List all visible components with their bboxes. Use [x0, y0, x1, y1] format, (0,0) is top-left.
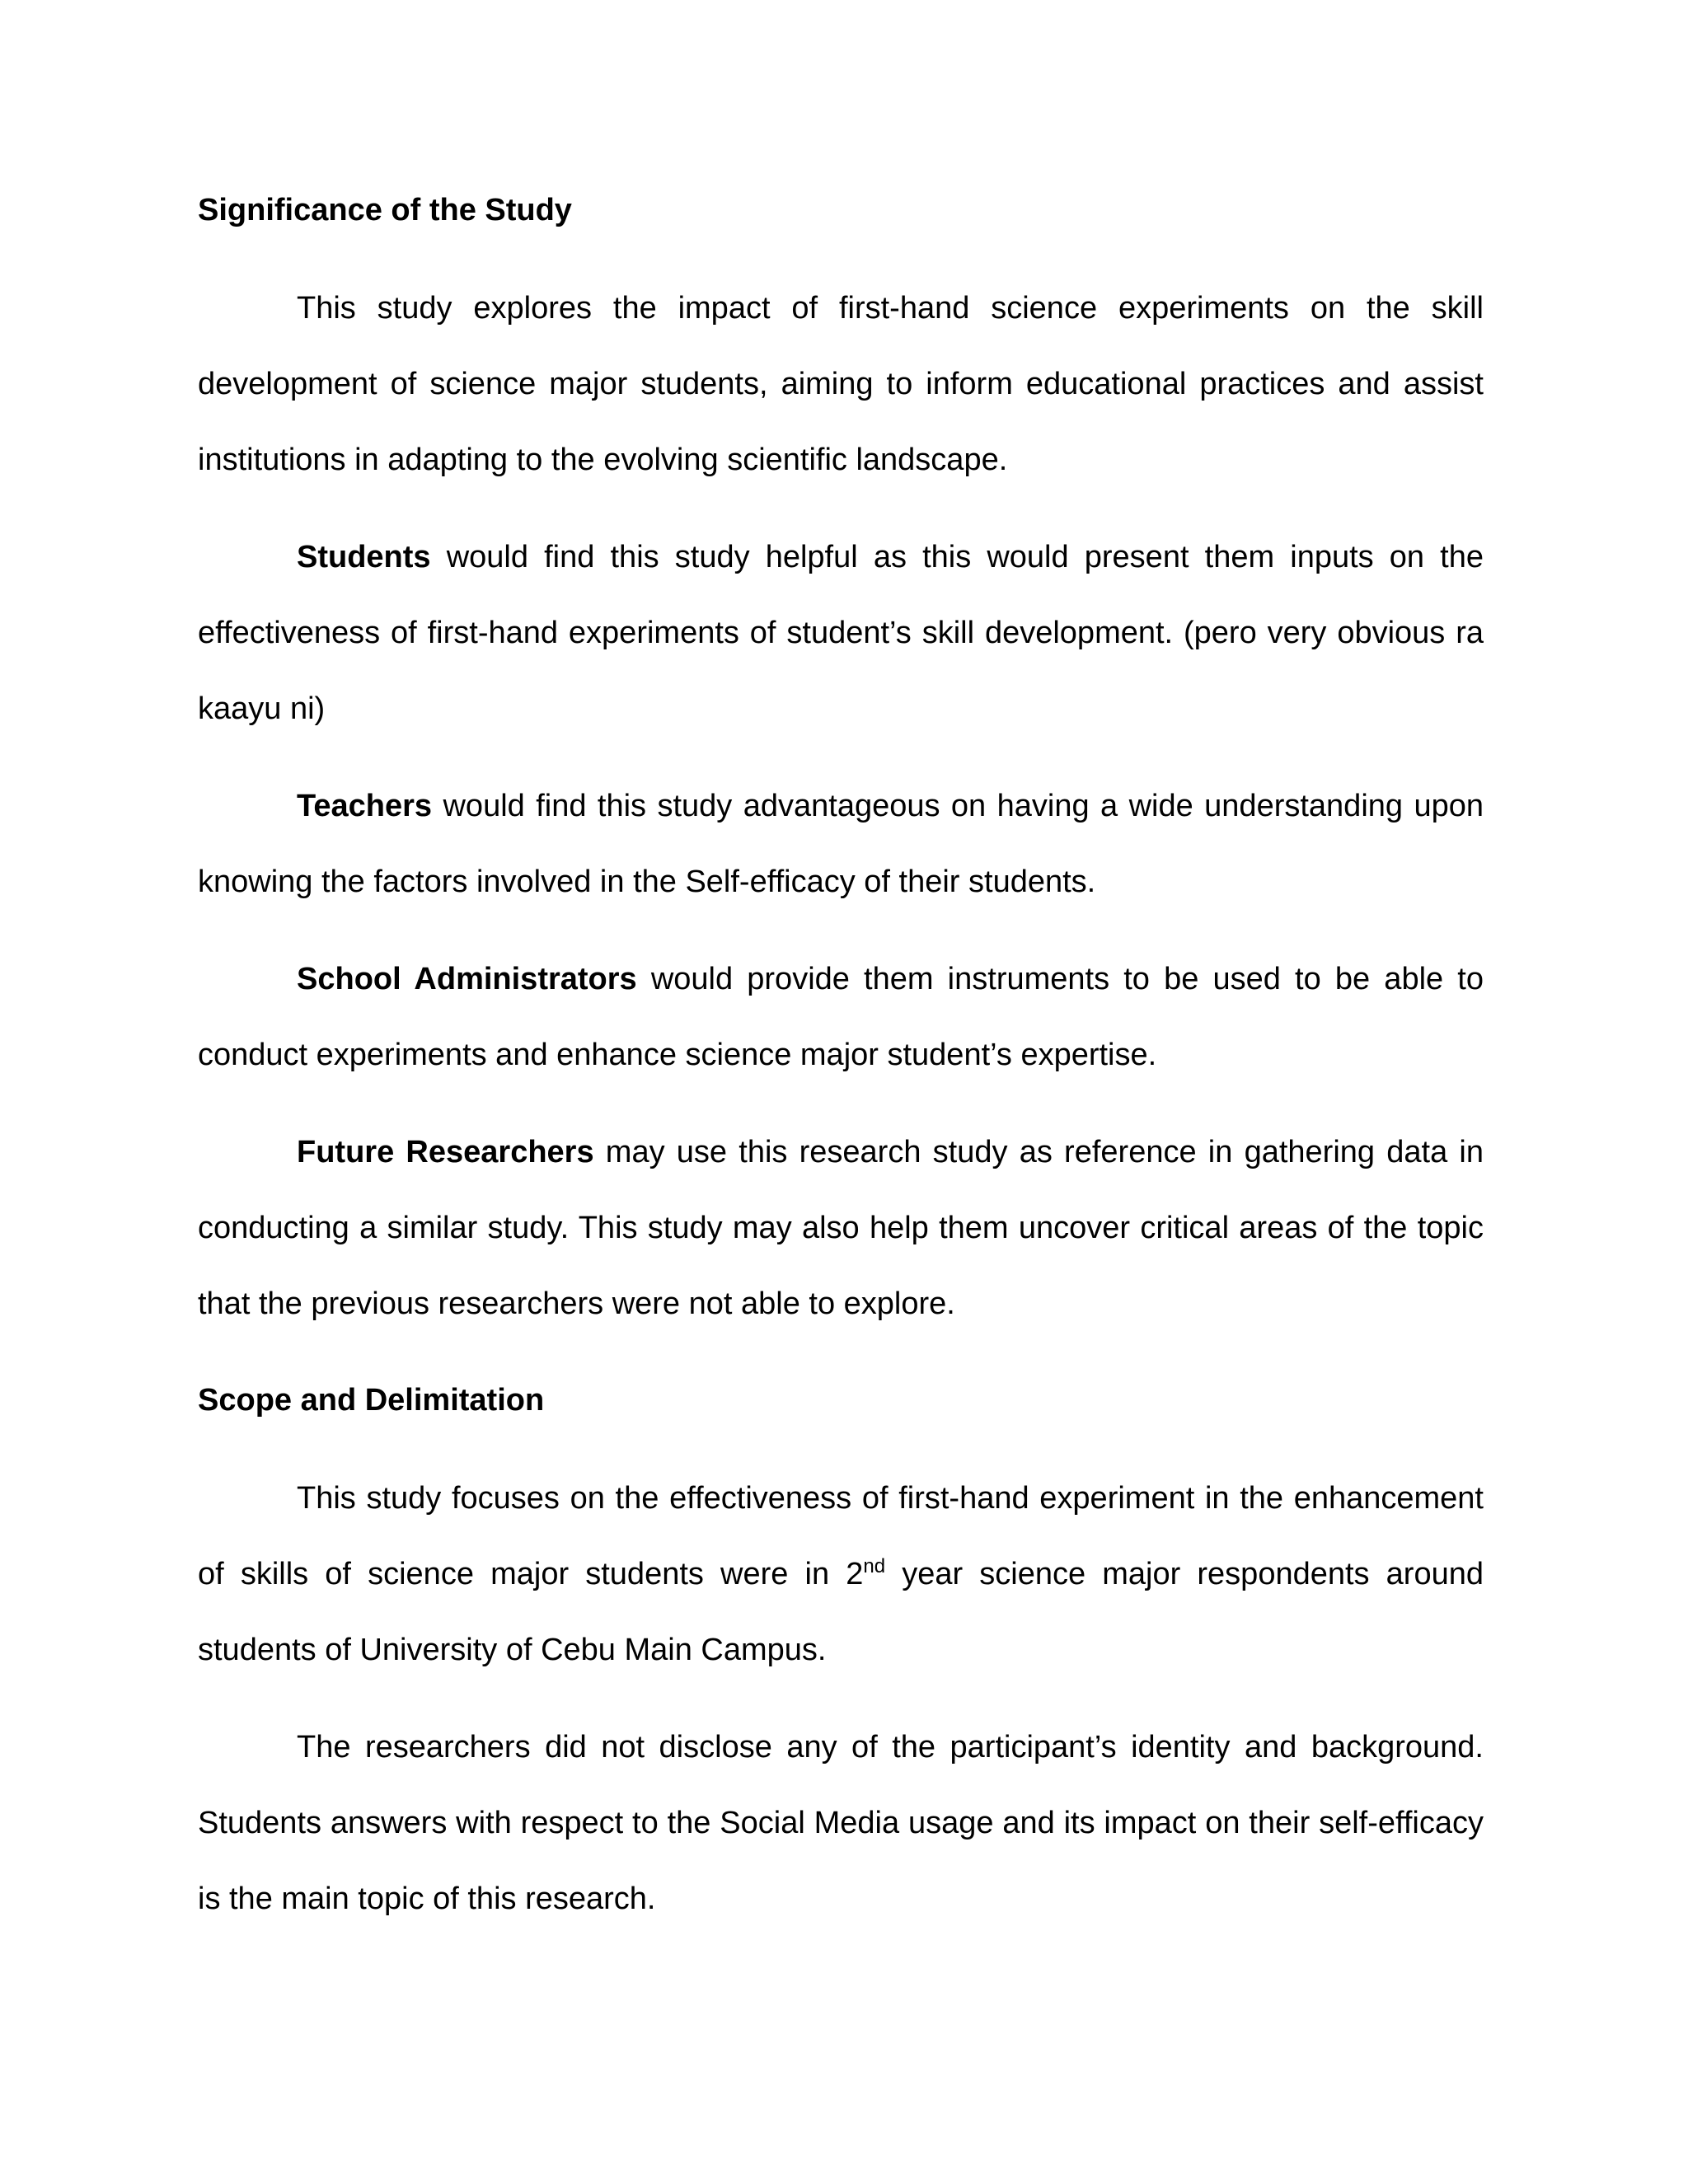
superscript-ordinal: nd: [863, 1555, 886, 1577]
text-scope-focus-end: year science major respondents around students of University of Cebu Main Campus.: [198, 1557, 1484, 1667]
section-heading-significance: Significance of the Study: [198, 193, 572, 227]
text-school-administrators: would provide them instruments to be used to be able to conduct experiments and enhance science major student’s expertise.: [198, 962, 1484, 1072]
paragraph-school-administrators: [198, 941, 1484, 1093]
text-scope-focus-start: This study focuses on the effectiveness of first-hand experiment in the enhancement of skills of science major students were in 2: [198, 1481, 1484, 1591]
label-teachers: Teachers: [297, 789, 433, 823]
text-students: would find this study helpful as this would present them inputs on the effectiveness of first-hand experiments of student’s skill development. (pero very obvious ra kaayu ni): [198, 540, 1484, 726]
text-teachers: would find this study advantageous on having a wide understanding upon knowing the factors involved in the Self-efficacy of their students.: [198, 789, 1484, 899]
section-heading-scope: Scope and Delimitation: [198, 1383, 545, 1418]
paragraph-teachers: [198, 768, 1484, 920]
paragraph-scope-disclosure: The researchers did not disclose any of the participant’s identity and background. Students answers with respect to the Social Media usage and its impact on their self-efficacy is the main topic of this research.: [198, 1730, 1484, 1916]
paragraph-intro: This study explores the impact of first-hand science experiments on the skill development of science major students, aiming to inform educational practices and assist institutions in adapting to the evolving scientific landscape.: [198, 291, 1484, 477]
label-future-researchers: Future Researchers: [297, 1135, 594, 1169]
paragraph-scope-focus: [198, 1460, 1484, 1688]
label-students: Students: [297, 540, 431, 574]
label-school-administrators: School Administrators: [297, 962, 637, 996]
paragraph-students: [198, 519, 1484, 747]
text-future-researchers: may use this research study as reference in gathering data in conducting a similar study. This study may also help them uncover critical areas of the topic that the previous researchers were not able to explore.: [198, 1135, 1484, 1321]
paragraph-future-researchers: [198, 1114, 1484, 1342]
